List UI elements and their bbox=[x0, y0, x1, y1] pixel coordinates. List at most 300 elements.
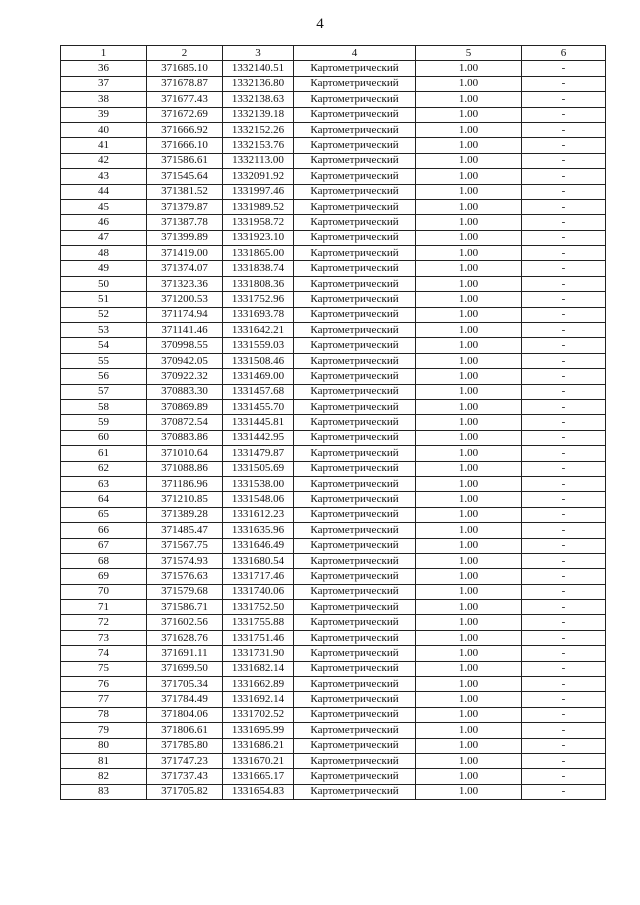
point-number-cell: 71 bbox=[61, 600, 147, 615]
x-coordinate-cell: 371691.11 bbox=[147, 646, 223, 661]
x-coordinate-cell: 371628.76 bbox=[147, 630, 223, 645]
accuracy-cell: 1.00 bbox=[416, 661, 522, 676]
point-number-cell: 63 bbox=[61, 476, 147, 491]
column-header-1: 1 bbox=[61, 46, 147, 61]
description-cell: - bbox=[522, 677, 606, 692]
description-cell: - bbox=[522, 707, 606, 722]
point-number-cell: 77 bbox=[61, 692, 147, 707]
table-row bbox=[61, 138, 606, 153]
point-number-cell: 39 bbox=[61, 107, 147, 122]
method-cell: Картометрический bbox=[294, 553, 416, 568]
method-cell: Картометрический bbox=[294, 261, 416, 276]
table-row bbox=[61, 215, 606, 230]
table-row bbox=[61, 753, 606, 768]
accuracy-cell: 1.00 bbox=[416, 76, 522, 91]
table-row bbox=[61, 292, 606, 307]
description-cell: - bbox=[522, 538, 606, 553]
description-cell: - bbox=[522, 646, 606, 661]
accuracy-cell: 1.00 bbox=[416, 784, 522, 799]
y-coordinate-cell: 1331662.89 bbox=[223, 677, 294, 692]
description-cell: - bbox=[522, 307, 606, 322]
method-cell: Картометрический bbox=[294, 76, 416, 91]
description-cell: - bbox=[522, 138, 606, 153]
description-cell: - bbox=[522, 246, 606, 261]
page-number: 4 bbox=[316, 16, 324, 32]
point-number-cell: 74 bbox=[61, 646, 147, 661]
x-coordinate-cell: 371678.87 bbox=[147, 76, 223, 91]
y-coordinate-cell: 1331469.00 bbox=[223, 369, 294, 384]
point-number-cell: 72 bbox=[61, 615, 147, 630]
x-coordinate-cell: 371200.53 bbox=[147, 292, 223, 307]
x-coordinate-cell: 371666.92 bbox=[147, 122, 223, 137]
x-coordinate-cell: 370883.86 bbox=[147, 430, 223, 445]
table-row bbox=[61, 153, 606, 168]
x-coordinate-cell: 371806.61 bbox=[147, 723, 223, 738]
method-cell: Картометрический bbox=[294, 769, 416, 784]
x-coordinate-cell: 371545.64 bbox=[147, 169, 223, 184]
point-number-cell: 54 bbox=[61, 338, 147, 353]
table-row bbox=[61, 323, 606, 338]
description-cell: - bbox=[522, 107, 606, 122]
method-cell: Картометрический bbox=[294, 584, 416, 599]
description-cell: - bbox=[522, 184, 606, 199]
y-coordinate-cell: 1331702.52 bbox=[223, 707, 294, 722]
y-coordinate-cell: 1331665.17 bbox=[223, 769, 294, 784]
description-cell: - bbox=[522, 76, 606, 91]
description-cell: - bbox=[522, 553, 606, 568]
method-cell: Картометрический bbox=[294, 369, 416, 384]
description-cell: - bbox=[522, 784, 606, 799]
table-row bbox=[61, 76, 606, 91]
method-cell: Картометрический bbox=[294, 707, 416, 722]
accuracy-cell: 1.00 bbox=[416, 323, 522, 338]
x-coordinate-cell: 371586.71 bbox=[147, 600, 223, 615]
accuracy-cell: 1.00 bbox=[416, 553, 522, 568]
table-row bbox=[61, 61, 606, 76]
x-coordinate-cell: 371381.52 bbox=[147, 184, 223, 199]
description-cell: - bbox=[522, 153, 606, 168]
method-cell: Картометрический bbox=[294, 276, 416, 291]
method-cell: Картометрический bbox=[294, 569, 416, 584]
table-row bbox=[61, 523, 606, 538]
x-coordinate-cell: 371419.00 bbox=[147, 246, 223, 261]
method-cell: Картометрический bbox=[294, 723, 416, 738]
point-number-cell: 55 bbox=[61, 353, 147, 368]
description-cell: - bbox=[522, 399, 606, 414]
y-coordinate-cell: 1331654.83 bbox=[223, 784, 294, 799]
table-row bbox=[61, 723, 606, 738]
method-cell: Картометрический bbox=[294, 215, 416, 230]
method-cell: Картометрический bbox=[294, 538, 416, 553]
table-row bbox=[61, 538, 606, 553]
column-header-4: 4 bbox=[294, 46, 416, 61]
x-coordinate-cell: 371576.63 bbox=[147, 569, 223, 584]
x-coordinate-cell: 371586.61 bbox=[147, 153, 223, 168]
point-number-cell: 70 bbox=[61, 584, 147, 599]
y-coordinate-cell: 1331612.23 bbox=[223, 507, 294, 522]
x-coordinate-cell: 371210.85 bbox=[147, 492, 223, 507]
y-coordinate-cell: 1331445.81 bbox=[223, 415, 294, 430]
description-cell: - bbox=[522, 384, 606, 399]
point-number-cell: 37 bbox=[61, 76, 147, 91]
method-cell: Картометрический bbox=[294, 646, 416, 661]
accuracy-cell: 1.00 bbox=[416, 492, 522, 507]
accuracy-cell: 1.00 bbox=[416, 169, 522, 184]
method-cell: Картометрический bbox=[294, 784, 416, 799]
table-row bbox=[61, 507, 606, 522]
accuracy-cell: 1.00 bbox=[416, 600, 522, 615]
description-cell: - bbox=[522, 600, 606, 615]
accuracy-cell: 1.00 bbox=[416, 353, 522, 368]
accuracy-cell: 1.00 bbox=[416, 630, 522, 645]
table-row bbox=[61, 692, 606, 707]
method-cell: Картометрический bbox=[294, 153, 416, 168]
x-coordinate-cell: 371666.10 bbox=[147, 138, 223, 153]
method-cell: Картометрический bbox=[294, 630, 416, 645]
point-number-cell: 48 bbox=[61, 246, 147, 261]
table-row bbox=[61, 553, 606, 568]
method-cell: Картометрический bbox=[294, 353, 416, 368]
method-cell: Картометрический bbox=[294, 399, 416, 414]
point-number-cell: 43 bbox=[61, 169, 147, 184]
description-cell: - bbox=[522, 523, 606, 538]
description-cell: - bbox=[522, 461, 606, 476]
table-row bbox=[61, 246, 606, 261]
table-row bbox=[61, 569, 606, 584]
y-coordinate-cell: 1331958.72 bbox=[223, 215, 294, 230]
method-cell: Картометрический bbox=[294, 122, 416, 137]
table-row bbox=[61, 415, 606, 430]
y-coordinate-cell: 1331740.06 bbox=[223, 584, 294, 599]
table-row bbox=[61, 677, 606, 692]
x-coordinate-cell: 371672.69 bbox=[147, 107, 223, 122]
x-coordinate-cell: 371010.64 bbox=[147, 446, 223, 461]
accuracy-cell: 1.00 bbox=[416, 523, 522, 538]
table-row bbox=[61, 169, 606, 184]
y-coordinate-cell: 1331548.06 bbox=[223, 492, 294, 507]
y-coordinate-cell: 1331755.88 bbox=[223, 615, 294, 630]
table-row bbox=[61, 430, 606, 445]
coordinates-table bbox=[60, 45, 606, 800]
table-row bbox=[61, 399, 606, 414]
method-cell: Картометрический bbox=[294, 107, 416, 122]
x-coordinate-cell: 371387.78 bbox=[147, 215, 223, 230]
description-cell: - bbox=[522, 569, 606, 584]
x-coordinate-cell: 371579.68 bbox=[147, 584, 223, 599]
accuracy-cell: 1.00 bbox=[416, 184, 522, 199]
y-coordinate-cell: 1331838.74 bbox=[223, 261, 294, 276]
point-number-cell: 75 bbox=[61, 661, 147, 676]
table-row bbox=[61, 230, 606, 245]
method-cell: Картометрический bbox=[294, 92, 416, 107]
point-number-cell: 36 bbox=[61, 61, 147, 76]
description-cell: - bbox=[522, 61, 606, 76]
x-coordinate-cell: 371399.89 bbox=[147, 230, 223, 245]
accuracy-cell: 1.00 bbox=[416, 384, 522, 399]
point-number-cell: 57 bbox=[61, 384, 147, 399]
column-header-6: 6 bbox=[522, 46, 606, 61]
point-number-cell: 46 bbox=[61, 215, 147, 230]
table-row bbox=[61, 199, 606, 214]
point-number-cell: 64 bbox=[61, 492, 147, 507]
y-coordinate-cell: 1331997.46 bbox=[223, 184, 294, 199]
column-header-3: 3 bbox=[223, 46, 294, 61]
method-cell: Картометрический bbox=[294, 199, 416, 214]
y-coordinate-cell: 1332139.18 bbox=[223, 107, 294, 122]
point-number-cell: 65 bbox=[61, 507, 147, 522]
point-number-cell: 80 bbox=[61, 738, 147, 753]
description-cell: - bbox=[522, 753, 606, 768]
description-cell: - bbox=[522, 292, 606, 307]
method-cell: Картометрический bbox=[294, 507, 416, 522]
method-cell: Картометрический bbox=[294, 476, 416, 491]
point-number-cell: 68 bbox=[61, 553, 147, 568]
accuracy-cell: 1.00 bbox=[416, 292, 522, 307]
method-cell: Картометрический bbox=[294, 169, 416, 184]
description-cell: - bbox=[522, 630, 606, 645]
method-cell: Картометрический bbox=[294, 307, 416, 322]
method-cell: Картометрический bbox=[294, 138, 416, 153]
point-number-cell: 73 bbox=[61, 630, 147, 645]
method-cell: Картометрический bbox=[294, 338, 416, 353]
y-coordinate-cell: 1331680.54 bbox=[223, 553, 294, 568]
point-number-cell: 61 bbox=[61, 446, 147, 461]
x-coordinate-cell: 371677.43 bbox=[147, 92, 223, 107]
x-coordinate-cell: 371186.96 bbox=[147, 476, 223, 491]
point-number-cell: 81 bbox=[61, 753, 147, 768]
accuracy-cell: 1.00 bbox=[416, 138, 522, 153]
y-coordinate-cell: 1331670.21 bbox=[223, 753, 294, 768]
method-cell: Картометрический bbox=[294, 615, 416, 630]
description-cell: - bbox=[522, 446, 606, 461]
table-row bbox=[61, 107, 606, 122]
y-coordinate-cell: 1331642.21 bbox=[223, 323, 294, 338]
y-coordinate-cell: 1332140.51 bbox=[223, 61, 294, 76]
x-coordinate-cell: 371174.94 bbox=[147, 307, 223, 322]
accuracy-cell: 1.00 bbox=[416, 415, 522, 430]
accuracy-cell: 1.00 bbox=[416, 338, 522, 353]
point-number-cell: 62 bbox=[61, 461, 147, 476]
method-cell: Картометрический bbox=[294, 230, 416, 245]
method-cell: Картометрический bbox=[294, 246, 416, 261]
method-cell: Картометрический bbox=[294, 600, 416, 615]
method-cell: Картометрический bbox=[294, 384, 416, 399]
point-number-cell: 53 bbox=[61, 323, 147, 338]
table-row bbox=[61, 353, 606, 368]
method-cell: Картометрический bbox=[294, 692, 416, 707]
point-number-cell: 58 bbox=[61, 399, 147, 414]
point-number-cell: 52 bbox=[61, 307, 147, 322]
y-coordinate-cell: 1331455.70 bbox=[223, 399, 294, 414]
accuracy-cell: 1.00 bbox=[416, 399, 522, 414]
column-header-2: 2 bbox=[147, 46, 223, 61]
description-cell: - bbox=[522, 430, 606, 445]
table-row bbox=[61, 307, 606, 322]
accuracy-cell: 1.00 bbox=[416, 276, 522, 291]
x-coordinate-cell: 371804.06 bbox=[147, 707, 223, 722]
method-cell: Картометрический bbox=[294, 446, 416, 461]
accuracy-cell: 1.00 bbox=[416, 692, 522, 707]
y-coordinate-cell: 1331635.96 bbox=[223, 523, 294, 538]
accuracy-cell: 1.00 bbox=[416, 569, 522, 584]
accuracy-cell: 1.00 bbox=[416, 461, 522, 476]
x-coordinate-cell: 371379.87 bbox=[147, 199, 223, 214]
table-row bbox=[61, 446, 606, 461]
accuracy-cell: 1.00 bbox=[416, 769, 522, 784]
x-coordinate-cell: 371685.10 bbox=[147, 61, 223, 76]
table-row bbox=[61, 461, 606, 476]
point-number-cell: 42 bbox=[61, 153, 147, 168]
method-cell: Картометрический bbox=[294, 323, 416, 338]
description-cell: - bbox=[522, 353, 606, 368]
accuracy-cell: 1.00 bbox=[416, 107, 522, 122]
y-coordinate-cell: 1331693.78 bbox=[223, 307, 294, 322]
method-cell: Картометрический bbox=[294, 461, 416, 476]
description-cell: - bbox=[522, 323, 606, 338]
point-number-cell: 38 bbox=[61, 92, 147, 107]
point-number-cell: 66 bbox=[61, 523, 147, 538]
accuracy-cell: 1.00 bbox=[416, 446, 522, 461]
x-coordinate-cell: 370869.89 bbox=[147, 399, 223, 414]
accuracy-cell: 1.00 bbox=[416, 753, 522, 768]
x-coordinate-cell: 370942.05 bbox=[147, 353, 223, 368]
accuracy-cell: 1.00 bbox=[416, 246, 522, 261]
y-coordinate-cell: 1331559.03 bbox=[223, 338, 294, 353]
table-header-row bbox=[61, 46, 606, 61]
method-cell: Картометрический bbox=[294, 661, 416, 676]
table-row bbox=[61, 630, 606, 645]
x-coordinate-cell: 371602.56 bbox=[147, 615, 223, 630]
y-coordinate-cell: 1331695.99 bbox=[223, 723, 294, 738]
accuracy-cell: 1.00 bbox=[416, 261, 522, 276]
accuracy-cell: 1.00 bbox=[416, 92, 522, 107]
y-coordinate-cell: 1331808.36 bbox=[223, 276, 294, 291]
accuracy-cell: 1.00 bbox=[416, 61, 522, 76]
description-cell: - bbox=[522, 230, 606, 245]
accuracy-cell: 1.00 bbox=[416, 677, 522, 692]
table-row bbox=[61, 784, 606, 799]
y-coordinate-cell: 1331508.46 bbox=[223, 353, 294, 368]
method-cell: Картометрический bbox=[294, 430, 416, 445]
x-coordinate-cell: 371567.75 bbox=[147, 538, 223, 553]
accuracy-cell: 1.00 bbox=[416, 369, 522, 384]
description-cell: - bbox=[522, 738, 606, 753]
accuracy-cell: 1.00 bbox=[416, 476, 522, 491]
y-coordinate-cell: 1331751.46 bbox=[223, 630, 294, 645]
description-cell: - bbox=[522, 415, 606, 430]
column-header-5: 5 bbox=[416, 46, 522, 61]
method-cell: Картометрический bbox=[294, 292, 416, 307]
point-number-cell: 67 bbox=[61, 538, 147, 553]
description-cell: - bbox=[522, 507, 606, 522]
accuracy-cell: 1.00 bbox=[416, 199, 522, 214]
description-cell: - bbox=[522, 92, 606, 107]
y-coordinate-cell: 1331865.00 bbox=[223, 246, 294, 261]
point-number-cell: 79 bbox=[61, 723, 147, 738]
point-number-cell: 83 bbox=[61, 784, 147, 799]
accuracy-cell: 1.00 bbox=[416, 122, 522, 137]
x-coordinate-cell: 371374.07 bbox=[147, 261, 223, 276]
table-row bbox=[61, 276, 606, 291]
table-row bbox=[61, 122, 606, 137]
table-row bbox=[61, 92, 606, 107]
y-coordinate-cell: 1331457.68 bbox=[223, 384, 294, 399]
table-row bbox=[61, 369, 606, 384]
y-coordinate-cell: 1331752.96 bbox=[223, 292, 294, 307]
y-coordinate-cell: 1331989.52 bbox=[223, 199, 294, 214]
point-number-cell: 51 bbox=[61, 292, 147, 307]
method-cell: Картометрический bbox=[294, 184, 416, 199]
table-row bbox=[61, 584, 606, 599]
x-coordinate-cell: 371784.49 bbox=[147, 692, 223, 707]
y-coordinate-cell: 1331731.90 bbox=[223, 646, 294, 661]
table-row bbox=[61, 261, 606, 276]
point-number-cell: 76 bbox=[61, 677, 147, 692]
accuracy-cell: 1.00 bbox=[416, 430, 522, 445]
accuracy-cell: 1.00 bbox=[416, 723, 522, 738]
description-cell: - bbox=[522, 122, 606, 137]
point-number-cell: 56 bbox=[61, 369, 147, 384]
table-row bbox=[61, 338, 606, 353]
x-coordinate-cell: 371088.86 bbox=[147, 461, 223, 476]
y-coordinate-cell: 1331646.49 bbox=[223, 538, 294, 553]
x-coordinate-cell: 371574.93 bbox=[147, 553, 223, 568]
y-coordinate-cell: 1331479.87 bbox=[223, 446, 294, 461]
accuracy-cell: 1.00 bbox=[416, 615, 522, 630]
x-coordinate-cell: 371323.36 bbox=[147, 276, 223, 291]
description-cell: - bbox=[522, 661, 606, 676]
description-cell: - bbox=[522, 584, 606, 599]
x-coordinate-cell: 371485.47 bbox=[147, 523, 223, 538]
y-coordinate-cell: 1332113.00 bbox=[223, 153, 294, 168]
y-coordinate-cell: 1332138.63 bbox=[223, 92, 294, 107]
description-cell: - bbox=[522, 723, 606, 738]
description-cell: - bbox=[522, 476, 606, 491]
table-row bbox=[61, 476, 606, 491]
x-coordinate-cell: 371737.43 bbox=[147, 769, 223, 784]
description-cell: - bbox=[522, 261, 606, 276]
method-cell: Картометрический bbox=[294, 61, 416, 76]
y-coordinate-cell: 1331923.10 bbox=[223, 230, 294, 245]
accuracy-cell: 1.00 bbox=[416, 646, 522, 661]
x-coordinate-cell: 371785.80 bbox=[147, 738, 223, 753]
y-coordinate-cell: 1331717.46 bbox=[223, 569, 294, 584]
point-number-cell: 69 bbox=[61, 569, 147, 584]
accuracy-cell: 1.00 bbox=[416, 215, 522, 230]
table-body bbox=[61, 61, 606, 800]
point-number-cell: 49 bbox=[61, 261, 147, 276]
description-cell: - bbox=[522, 199, 606, 214]
table-row bbox=[61, 646, 606, 661]
y-coordinate-cell: 1331752.50 bbox=[223, 600, 294, 615]
description-cell: - bbox=[522, 369, 606, 384]
accuracy-cell: 1.00 bbox=[416, 307, 522, 322]
table-row bbox=[61, 384, 606, 399]
description-cell: - bbox=[522, 692, 606, 707]
y-coordinate-cell: 1331692.14 bbox=[223, 692, 294, 707]
description-cell: - bbox=[522, 769, 606, 784]
table-row bbox=[61, 600, 606, 615]
x-coordinate-cell: 371141.46 bbox=[147, 323, 223, 338]
x-coordinate-cell: 370872.54 bbox=[147, 415, 223, 430]
description-cell: - bbox=[522, 338, 606, 353]
x-coordinate-cell: 371389.28 bbox=[147, 507, 223, 522]
point-number-cell: 50 bbox=[61, 276, 147, 291]
accuracy-cell: 1.00 bbox=[416, 584, 522, 599]
description-cell: - bbox=[522, 276, 606, 291]
accuracy-cell: 1.00 bbox=[416, 738, 522, 753]
x-coordinate-cell: 371747.23 bbox=[147, 753, 223, 768]
